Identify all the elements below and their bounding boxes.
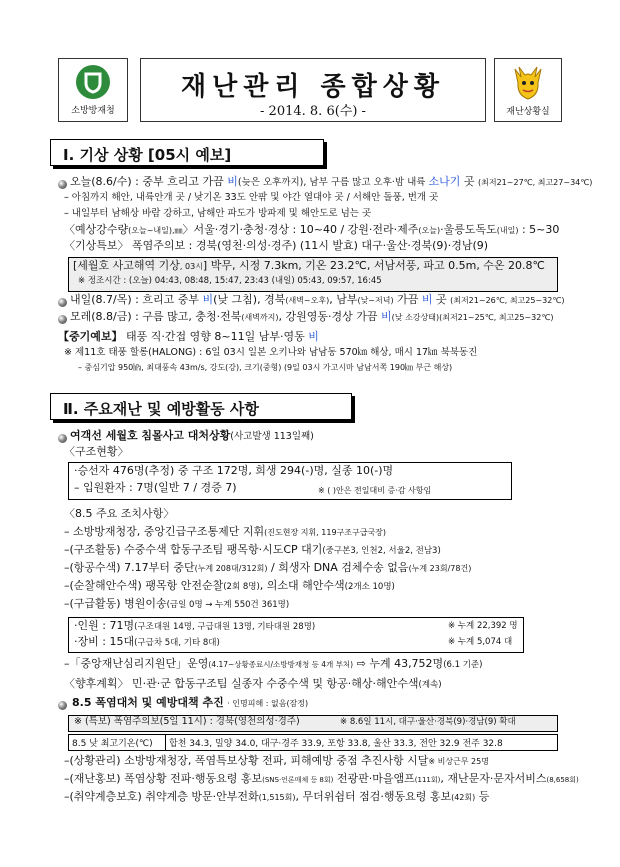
h3-sub-c: (42회)	[451, 793, 476, 802]
tomorrow-c2: (낮~저녁)	[357, 296, 394, 305]
sewol-text: ] 박무, 시정 7.3km, 기온 23.2℃, 서남서풍, 파고 0.5m, 수온 20.8℃	[202, 259, 545, 272]
dayafter-a2: (새벽까지)	[241, 313, 279, 322]
m5-text: –(구급활동) 병원이송	[64, 597, 167, 610]
precip-period: (오늘~내일),㎜	[128, 226, 183, 235]
h3-sub: (1,515회)	[258, 793, 296, 802]
m4-text: –(순찰해안수색) 팽목항 안전순찰	[64, 579, 224, 592]
m3-sub: (누계 208대/312회)	[194, 564, 268, 573]
future-label: 〈향후계획〉	[64, 677, 129, 690]
measure-4	[64, 580, 395, 593]
title-box	[140, 58, 486, 122]
h2-sub: (SNS·언론매체 등 8회)	[262, 776, 334, 784]
heat-warning-b: ※ 8.6일 11시, 대구·울산·경북(9)·경남(9) 확대	[340, 717, 516, 727]
dayafter-temp: (최저21~25℃, 최고25~32℃)	[439, 313, 554, 322]
office-name: 재난상황실	[506, 107, 550, 117]
measure-1	[64, 526, 386, 539]
precip-forecast	[64, 224, 559, 237]
heat-measure-3	[64, 791, 489, 804]
today-rain: 비	[227, 175, 238, 188]
sewol-weather	[73, 260, 545, 273]
h2-text-d: , 재난문자·문자서비스	[440, 772, 547, 785]
future-sub: (계속)	[418, 680, 442, 690]
dayafter-rain: 비	[381, 310, 392, 323]
tomorrow-b2: (새벽~오후)	[285, 296, 330, 305]
dayafter-forecast	[70, 311, 553, 324]
m3-text-b: / 희생자 DNA 검체수송 없음	[267, 561, 409, 574]
measure-5	[64, 598, 289, 611]
measure-label: 〈8.5 주요 조치사항〉	[64, 507, 175, 520]
m5-sub: (금일 0명 → 누계 550건 361명)	[166, 600, 290, 610]
m1-sub: (진도현장 지휘, 119구조구급국장)	[264, 528, 387, 537]
table-cell: 8.5 낮 최고기온(℃)	[69, 735, 166, 751]
tomorrow-a: : 흐리고 중부	[131, 293, 203, 306]
weather-warning	[64, 240, 488, 253]
dayafter-c: (낮 소강상태)	[391, 313, 440, 322]
bullet-icon	[58, 315, 67, 324]
agency-name: 소방방재청	[71, 106, 115, 116]
ferry-title-text: 여객선 세월호 침몰사고 대처상황	[70, 429, 231, 442]
precip-text: 〉서울·경기·충청·경상 : 10~40 / 강원·전라·제주	[182, 223, 419, 236]
mid-text: 태풍 직·간접 영향 8~11일 남부·영동	[122, 330, 309, 343]
tomorrow-rain2: 비	[421, 293, 433, 306]
warning-text: 폭염주의보 : 경북(영천·의성·경주) (11시 발효) 대구·울산·경북(9)·경남(9)	[128, 239, 489, 252]
h3-text-d: 등	[475, 790, 490, 803]
section1-title: Ⅰ. 기상 상황 [05시 예보]	[63, 146, 232, 164]
future-text: 민·관·군 합동구조팀 실종자 수중수색 및 항공·해상·해안수색	[128, 677, 419, 690]
mid-label: 【중기예보】	[58, 330, 123, 343]
heat-measure-1	[64, 755, 489, 768]
h1-text: –(상황관리) 소방방재청장, 폭염특보상황 전파, 피해예방 중점 추진사항 시달	[64, 754, 429, 767]
ferry-days: (사고발생 113일째)	[230, 431, 314, 442]
h2-text-b: 전광판·마을앰프	[333, 772, 415, 785]
psy-d: (6.1 기준)	[443, 660, 483, 670]
dayafter-label: 모레(8.8/금)	[70, 310, 132, 323]
person-detail: (구조대원 14명, 구급대원 13명, 기타대원 28명)	[134, 622, 316, 632]
today-text-b: (늦은 오후까지), 남부 구름 많고 오후·밤 내륙	[237, 177, 429, 188]
resources-person	[74, 620, 315, 633]
h3-text: –(취약계층보호) 취약계층 방문·안부전화	[64, 790, 259, 803]
h3-text-b: , 무더위쉼터 점검·행동요령 홍보	[295, 790, 452, 803]
resources-equip	[74, 636, 220, 649]
dayafter-b: , 강원영동·경상 가끔	[278, 310, 382, 323]
agency-logo-box	[58, 58, 128, 122]
today-shower: 소나기	[428, 175, 461, 188]
equip-count: ·장비 : 15대	[74, 635, 135, 648]
section2-header	[50, 393, 352, 420]
rescue-note: ※ ( )안은 전일대비 증·감 사항임	[318, 486, 432, 495]
today-text-a: : 중부 흐리고 가끔	[131, 175, 228, 188]
equip-detail: (구급차 5대, 기타 8대)	[134, 638, 220, 648]
person-total: ※ 누계 22,392 명	[448, 621, 518, 631]
tomorrow-b: (낮 그침), 경북	[213, 293, 286, 306]
heat-measure-2	[64, 773, 579, 786]
m2-sub: (중구본3, 인천2, 서울2, 전남3)	[322, 546, 441, 556]
tide-times: ※ 정조시간 : (오늘) 04:43, 08:48, 15:47, 23:43 (내일) 05:43, 09:57, 16:45	[78, 276, 382, 286]
sewol-time: , 03시	[179, 262, 203, 271]
today-fog: – 아침까지 해안, 내륙안개 곳 / 낮기온 33도 안팎 및 야간 열대야 곳 / 서해안 돌풍, 번개 곳	[64, 192, 439, 203]
heat-title	[72, 697, 308, 710]
mid-forecast	[58, 331, 319, 344]
m4-text-b: , 의소대 해안수색	[259, 579, 345, 592]
heat-sub: · 인명피해 : 없음(잠정)	[227, 699, 309, 708]
precip-label: 〈예상강수량	[64, 223, 129, 236]
heat-warning-a: ※ (특보) 폭염주의보(5일 11시) : 경북(영천의성·경주)	[74, 716, 300, 727]
today-label: 오늘(8.6/수)	[70, 175, 132, 188]
bullet-icon	[58, 434, 67, 443]
precip-jeju: (오늘)	[418, 226, 441, 235]
today-text-c: 곳	[460, 175, 479, 188]
heat-temperature-table	[68, 734, 558, 751]
bullet-icon	[58, 298, 67, 307]
measure-2	[64, 544, 441, 557]
m3-text: –(항공수색) 7.17부터 중단	[64, 561, 195, 574]
tomorrow-label: 내일(8.7/목)	[70, 293, 132, 306]
h2-text: –(재난홍보) 폭염상황 전파·행동요령 홍보	[64, 772, 263, 785]
today-temp: (최저21~27℃, 최고27~34℃)	[478, 178, 593, 187]
h1-sub: ※ 비상근무 25명	[428, 757, 489, 766]
tomorrow-forecast	[70, 294, 564, 307]
table-row	[69, 735, 558, 751]
m3-sub-c: (누계 23회/78건)	[408, 564, 472, 573]
sewol-label: [세월호 사고해역 기상	[73, 259, 180, 272]
typhoon-info: ※ 제11호 태풍 할롱(HALONG) : 6일 03시 일본 오키나와 남남동 570㎞ 해상, 매시 17㎞ 북북동진	[64, 347, 478, 358]
section1-header	[50, 139, 324, 166]
h2-sub-c: (111회)	[414, 776, 441, 784]
ferry-title	[70, 430, 314, 443]
tomorrow-rain1: 비	[202, 293, 214, 306]
bullet-icon	[58, 701, 67, 710]
mid-rain: 비	[308, 330, 319, 343]
tomorrow-e: 곳	[432, 293, 451, 306]
page-title: 재난관리 종합상황	[181, 72, 445, 102]
person-count: ·인원 : 71명	[74, 619, 135, 632]
tomorrow-temp: (최저21~26℃, 최고25~32℃)	[450, 296, 565, 305]
precip-naeil: (내일)	[496, 226, 519, 235]
tomorrow-d: 가끔	[393, 293, 422, 306]
mascot-icon	[511, 63, 545, 103]
warning-label: 〈기상특보〉	[64, 239, 129, 252]
measure-3	[64, 562, 471, 575]
h2-sub-e: (8,658회)	[546, 776, 579, 784]
equip-total: ※ 누계 5,074 대	[448, 637, 513, 647]
dayafter-a: : 구름 많고, 충청·전북	[131, 310, 242, 323]
rescue-line2: – 입원환자 : 7명(일반 7 / 경증 7)	[74, 481, 237, 494]
m2-text: –(구조활동) 수중수색 합동구조팀 팽목항·시도CP 대기	[64, 543, 323, 556]
psych-support	[64, 658, 482, 671]
rescue-line1: ·승선자 476명(추정) 중 구조 172명, 희생 294(-)명, 실종 10(-)명	[74, 464, 394, 477]
precip-end: ·울릉도독도	[440, 223, 497, 236]
tomorrow-c: , 남부	[329, 293, 358, 306]
m1-text: – 소방방재청장, 중앙긴급구조통제단 지휘	[64, 525, 265, 538]
psy-c: ⇨ 누계 43,752명	[353, 657, 444, 670]
precip-amount: : 5~30	[518, 223, 560, 236]
m4-sub-c: (2개소 10명)	[344, 582, 395, 592]
future-plan	[64, 678, 442, 691]
typhoon-detail: – 중심기압 950㍱, 최대풍속 43m/s, 강도(강), 크기(중형) (9일 03시 가고시마 남남서쪽 190㎞ 부근 해상)	[78, 363, 453, 372]
bullet-icon	[58, 180, 67, 189]
office-box	[494, 58, 562, 122]
heat-title-text: 8.5 폭염대처 및 예방대책 추진	[72, 696, 224, 709]
m4-sub: (2회 8명)	[223, 582, 260, 592]
psy-a: –「중앙재난심리지원단」운영	[64, 657, 209, 670]
rescue-label: 〈구조현황〉	[64, 445, 129, 458]
psy-b: (4.17~상황종료시/소방방재청 등 4개 부처)	[208, 660, 354, 669]
today-forecast	[70, 176, 592, 189]
table-cell: 합천 34.3, 밀양 34.0, 대구·경주 33.9, 포항 33.8, 울산 33.3, 전안 32.9 전주 32.8	[166, 735, 558, 751]
shield-icon	[76, 65, 110, 99]
section2-title: Ⅱ. 주요재난 및 예방활동 사항	[63, 400, 259, 418]
today-wave: – 내일부터 남해상 바람 강하고, 남해안 파도가 방파제 및 해안도로 넘는 곳	[64, 208, 372, 219]
report-date: - 2014. 8. 6(수) -	[260, 104, 366, 119]
